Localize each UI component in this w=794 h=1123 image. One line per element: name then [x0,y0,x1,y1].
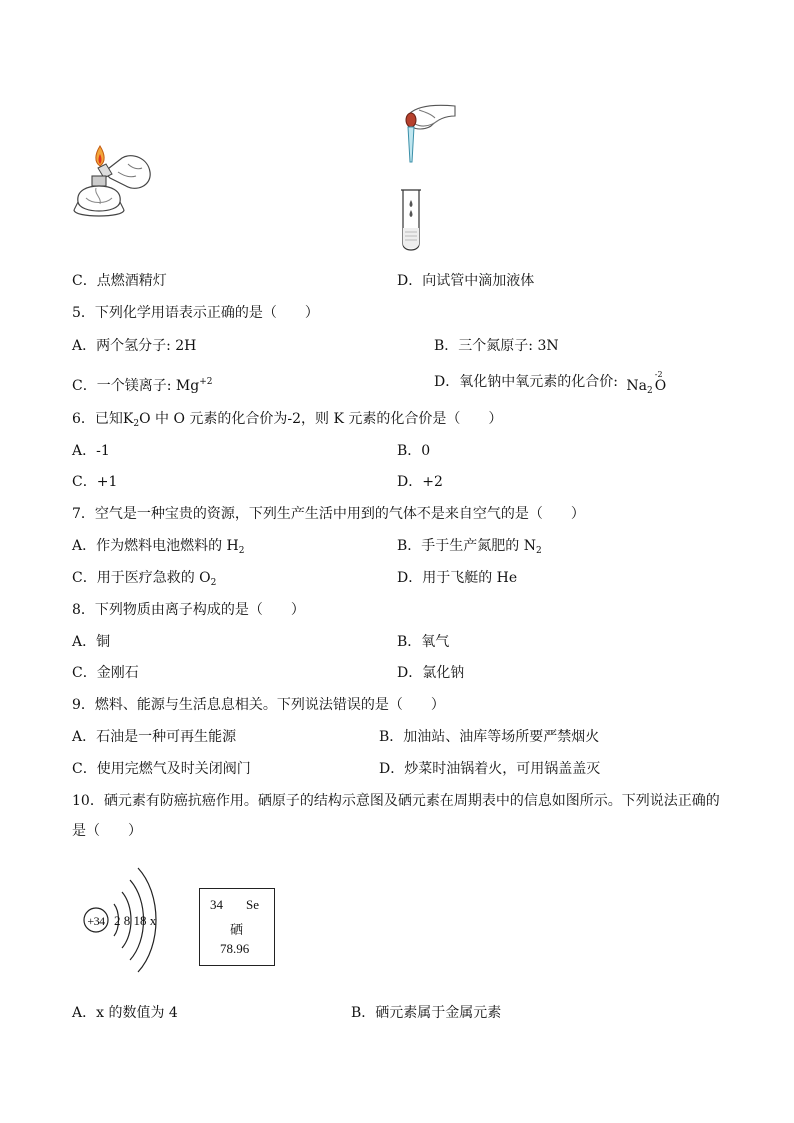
q5-na-symbol: Na [626,378,648,394]
q9-option-d: D．炒菜时油锅着火，可用锅盖盖灭 [379,761,601,777]
q8-option-b: B．氧气 [397,634,450,650]
q8-option-d: D．氯化钠 [397,665,465,681]
q5-option-d-text: D．氧化钠中氧元素的化合价: [434,374,623,390]
q10-option-a: A．x 的数值为 4 [72,1005,178,1021]
q9-stem: 9．燃料、能源与生活息息相关。下列说法错误的是（ ） [72,697,445,713]
dropper-test-tube-figure [395,100,461,254]
q5-option-c-charge: +2 [199,377,213,387]
electron-shell-counts: 2 8 18 x [114,913,157,928]
q5-o-letter: O [654,378,667,394]
q5-o-valence: -2 [654,370,663,379]
q6-stem-a: 6．已知K [72,411,134,427]
q8-option-a: A．铜 [72,634,111,650]
q9-option-a: A．石油是一种可再生能源 [72,729,237,745]
q5-option-d [434,370,667,396]
atomic-number: 34 [210,897,223,912]
q7-option-a [72,537,245,560]
q5-o-symbol [654,370,667,394]
alcohol-lamp-figure [70,132,160,224]
q9-option-b: B．加油站、油库等场所要严禁烟火 [379,729,600,745]
q7-stem: 7．空气是一种宝贵的资源，下列生产生活中用到的气体不是来自空气的是（ ） [72,506,585,522]
q6-option-b: B．0 [397,443,431,459]
element-name: 硒 [230,922,244,937]
element-symbol: Se [246,897,259,912]
q8-stem: 8．下列物质由离子构成的是（ ） [72,602,305,618]
q6-stem-subscript: 2 [133,419,140,429]
q7-option-a-subscript: 2 [238,546,245,556]
q6-stem [72,410,502,433]
q5-na2o-formula [626,370,667,400]
periodic-table-cell [199,888,275,966]
q8-option-c: C．金刚石 [72,665,139,681]
q5-option-a: A．两个氢分子: 2H [72,338,197,354]
q5-option-c [72,373,212,395]
q7-option-c [72,569,216,592]
q6-option-a: A．-1 [72,443,110,459]
q4-option-c: C．点燃酒精灯 [72,273,167,289]
q6-option-d: D．+2 [397,474,443,490]
q5-na-subscript: 2 [647,386,653,396]
q7-option-c-text: C．用于医疗急救的 O [72,570,211,586]
q5-option-b: B．三个氮原子: 3N [434,338,559,354]
atomic-mass: 78.96 [220,941,250,956]
q7-option-c-subscript: 2 [210,578,217,588]
q7-option-b-subscript: 2 [536,546,542,556]
q6-option-c: C．+1 [72,474,118,490]
q7-option-b [397,537,542,560]
q7-option-a-text: A．作为燃料电池燃料的 H [72,538,239,554]
q7-option-b-text: B．手于生产氮肥的 N [397,538,536,554]
q9-option-c: C．使用完燃气及时关闭阀门 [72,761,251,777]
nucleus-charge: +34 [87,914,105,928]
q5-option-c-text: C．一个镁离子: Mg [72,378,200,394]
q10-stem-line2: 是（ ） [72,823,142,839]
q5-stem: 5．下列化学用语表示正确的是（ ） [72,305,319,321]
q10-option-b: B．硒元素属于金属元素 [351,1005,502,1021]
q7-option-d: D．用于飞艇的 He [397,570,518,586]
q10-stem-line1: 10．硒元素有防癌抗癌作用。硒原子的结构示意图及硒元素在周期表中的信息如图所示。下列说法正确的 [72,793,720,809]
q6-stem-b: O 中 O 元素的化合价为-2，则 K 元素的化合价是（ ） [139,411,503,427]
q4-option-d: D．向试管中滴加液体 [397,273,535,289]
